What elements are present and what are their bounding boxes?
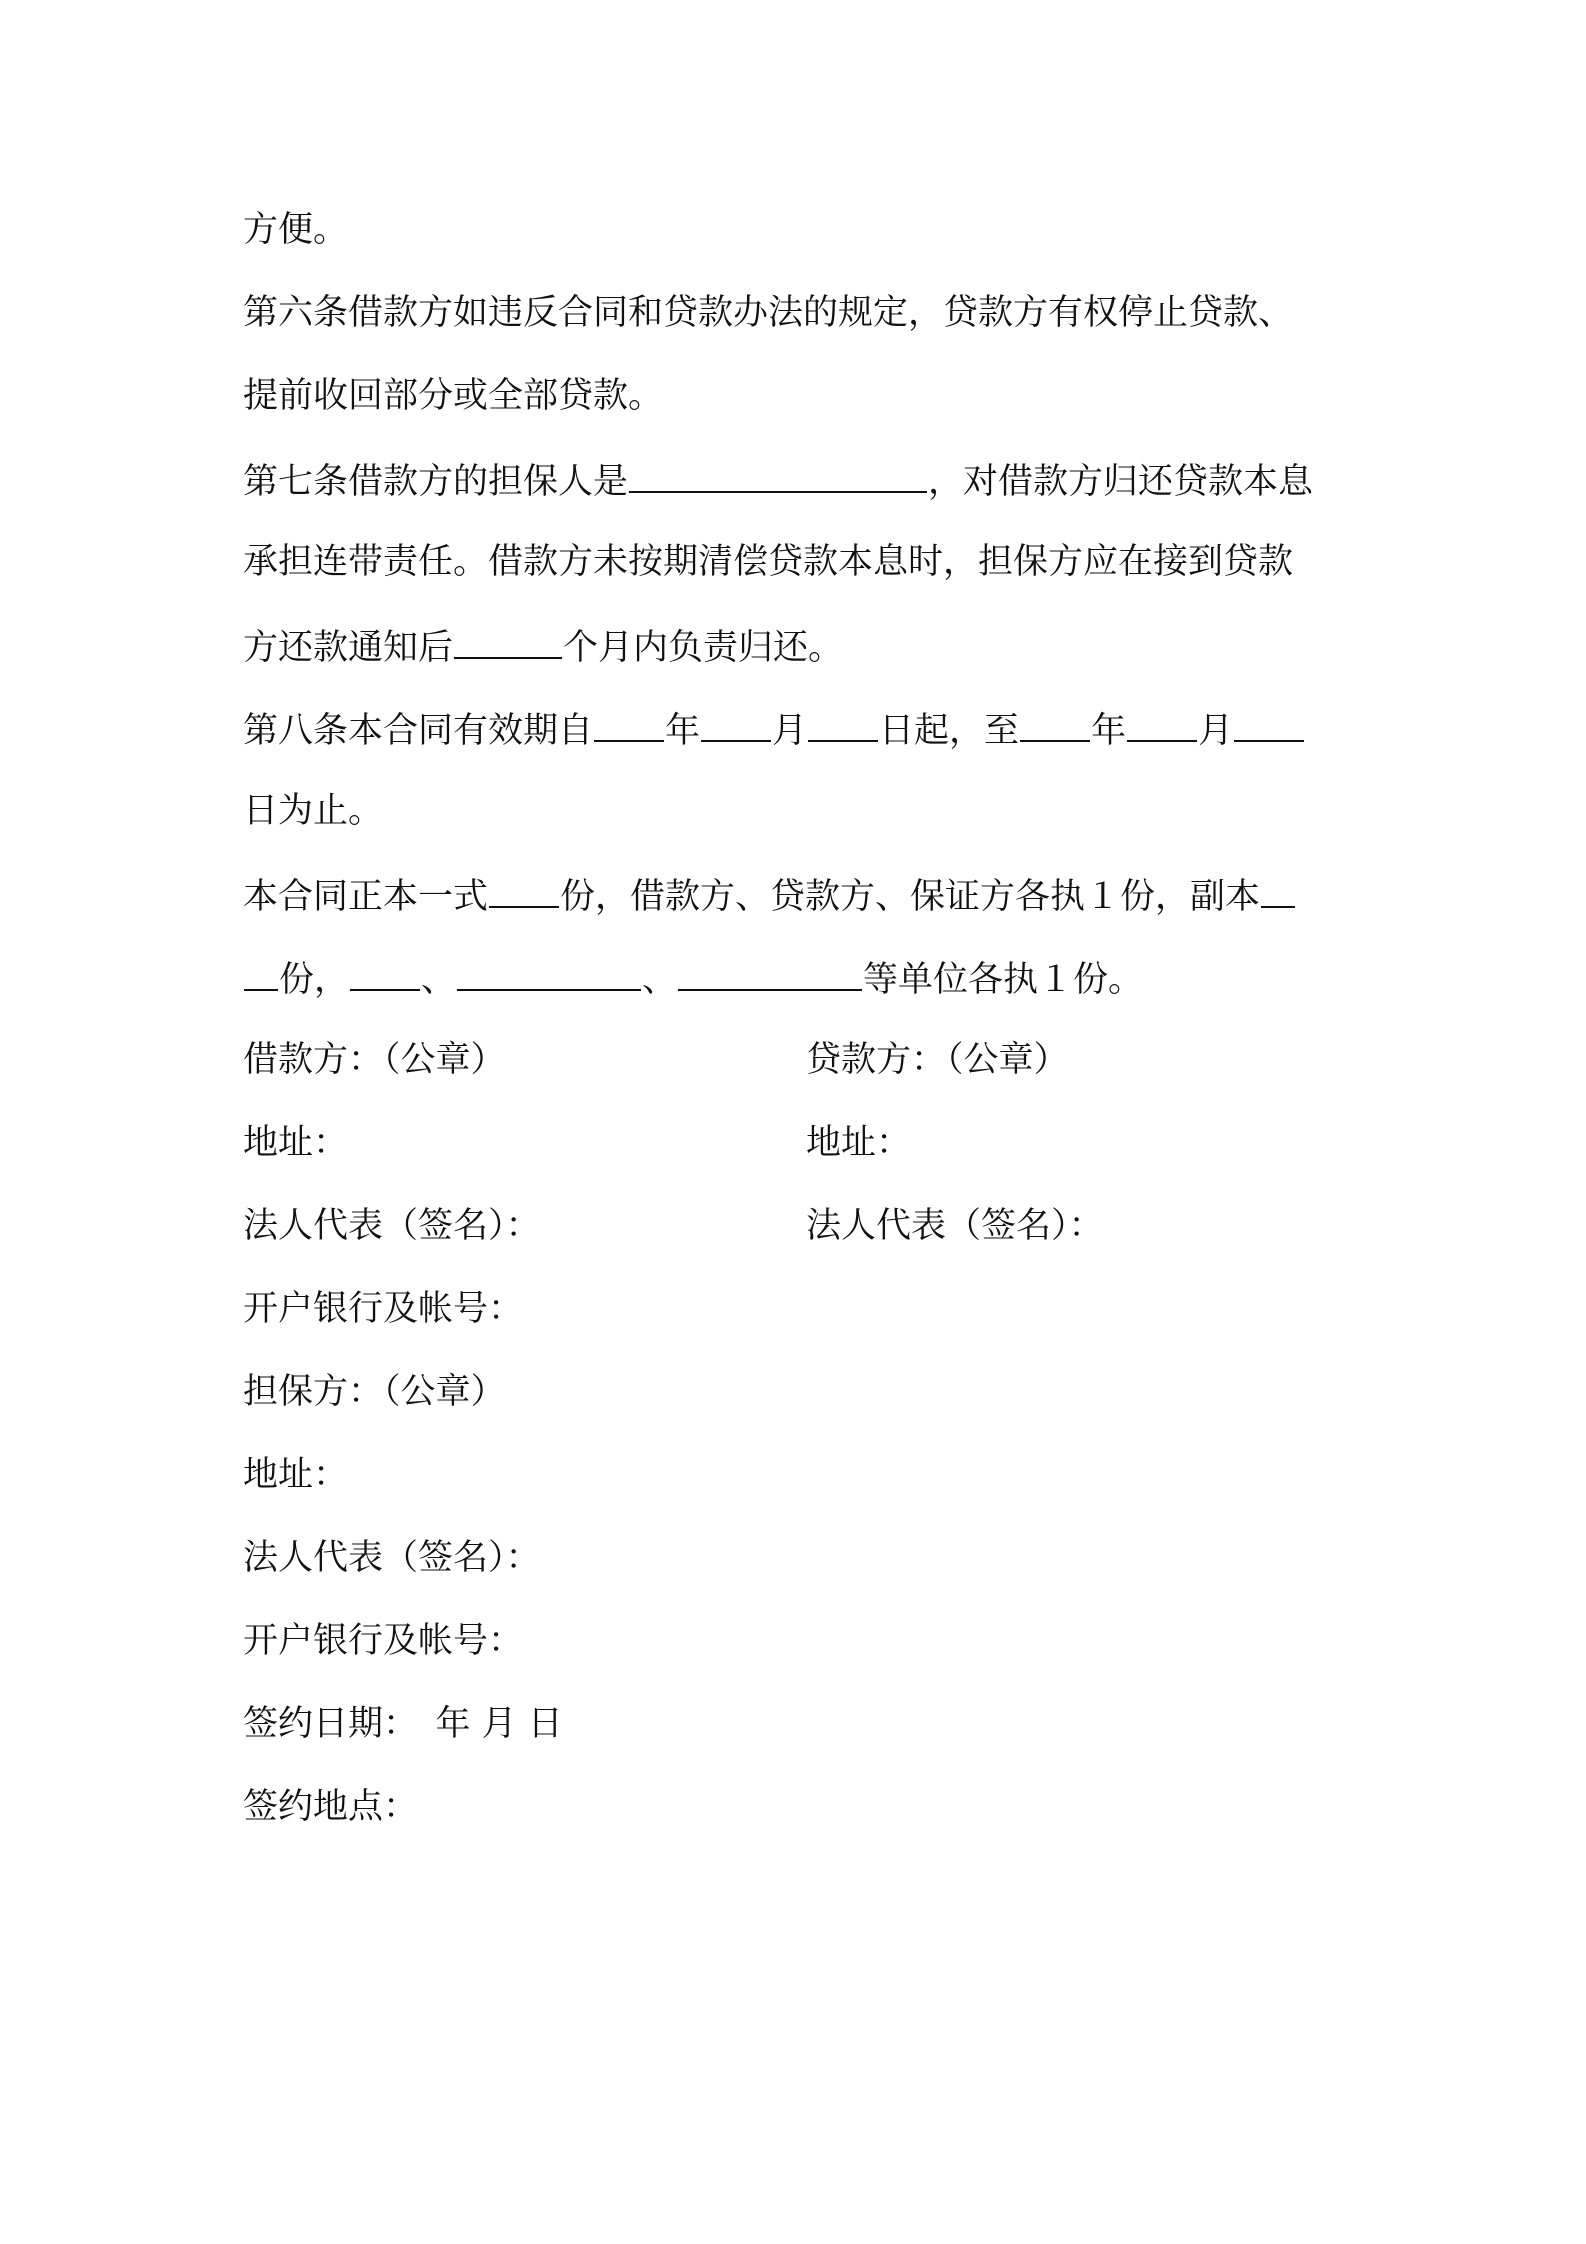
duplicate-copies-blank-start[interactable] [1261, 872, 1295, 908]
borrower-address: 地址： [243, 1123, 349, 1163]
borrower-bank-account: 开户银行及帐号： [243, 1289, 524, 1329]
end-month-blank[interactable] [1127, 706, 1197, 742]
unit-blank-1[interactable] [350, 955, 420, 991]
article-seven-line-3 [243, 623, 843, 670]
text: 、 [642, 960, 678, 1000]
article-six-line-1 [243, 291, 1293, 335]
signing-place: 签约地点： [243, 1787, 419, 1827]
unit-blank-3[interactable] [678, 955, 862, 991]
text: 等单位各执１份。 [863, 960, 1144, 1000]
text: 方便。 [243, 210, 349, 250]
text: 第八条本合同有效期自 [243, 711, 594, 751]
borrower-representative: 法人代表（签名）： [243, 1206, 541, 1246]
start-day-blank[interactable] [808, 706, 878, 742]
end-year-blank[interactable] [1020, 706, 1090, 742]
text: 个月内负责归还。 [563, 628, 844, 668]
text: 日起，至 [879, 711, 1020, 751]
duplicate-copies-blank-end[interactable] [244, 955, 278, 991]
borrower-seal: 借款方：（公章） [243, 1040, 506, 1080]
text: 第七条借款方的担保人是 [243, 462, 629, 502]
lender-representative: 法人代表（签名）： [806, 1206, 1104, 1246]
text: 提前收回部分或全部贷款。 [243, 376, 664, 416]
text: 方还款通知后 [243, 628, 454, 668]
lender-seal: 贷款方：（公章） [806, 1040, 1069, 1080]
article-six-line-2 [243, 374, 663, 418]
text: 日为止。 [243, 791, 384, 831]
text: 本合同正本一式 [243, 877, 489, 917]
guarantor-blank[interactable] [629, 457, 927, 493]
guarantor-bank-account: 开户银行及帐号： [243, 1621, 524, 1661]
guarantor-address: 地址： [243, 1455, 349, 1495]
text: 份，借款方、贷款方、保证方各执１份，副本 [560, 877, 1261, 917]
start-month-blank[interactable] [701, 706, 771, 742]
original-copies-blank[interactable] [489, 872, 559, 908]
lender-address: 地址： [806, 1123, 912, 1163]
copies-line-2 [243, 955, 1143, 1002]
unit-blank-2[interactable] [457, 955, 641, 991]
text: 年 [1091, 711, 1127, 751]
copies-line-1 [243, 872, 1296, 919]
end-day-blank[interactable] [1234, 706, 1304, 742]
article-eight-line-1 [243, 706, 1305, 753]
text: ，对借款方归还贷款本息 [928, 462, 1314, 502]
guarantor-representative: 法人代表（签名）： [243, 1538, 541, 1578]
guarantor-seal: 担保方：（公章） [243, 1372, 506, 1412]
text: 承担连带责任。借款方未按期清偿贷款本息时，担保方应在接到贷款 [243, 542, 1294, 582]
paragraph-line [243, 208, 348, 252]
start-year-blank[interactable] [594, 706, 664, 742]
text: 第六条借款方如违反合同和贷款办法的规定，贷款方有权停止贷款、 [243, 293, 1294, 333]
text: 月 [1198, 711, 1234, 751]
months-blank[interactable] [454, 623, 562, 659]
signing-date: 签约日期： 年 月 日 [243, 1704, 563, 1744]
text: 年 [665, 711, 701, 751]
text: 月 [772, 711, 808, 751]
article-eight-line-2 [243, 789, 383, 833]
text: 份， [279, 960, 350, 1000]
article-seven-line-2 [243, 540, 1293, 584]
text: 、 [421, 960, 457, 1000]
article-seven-line-1 [243, 457, 1313, 504]
